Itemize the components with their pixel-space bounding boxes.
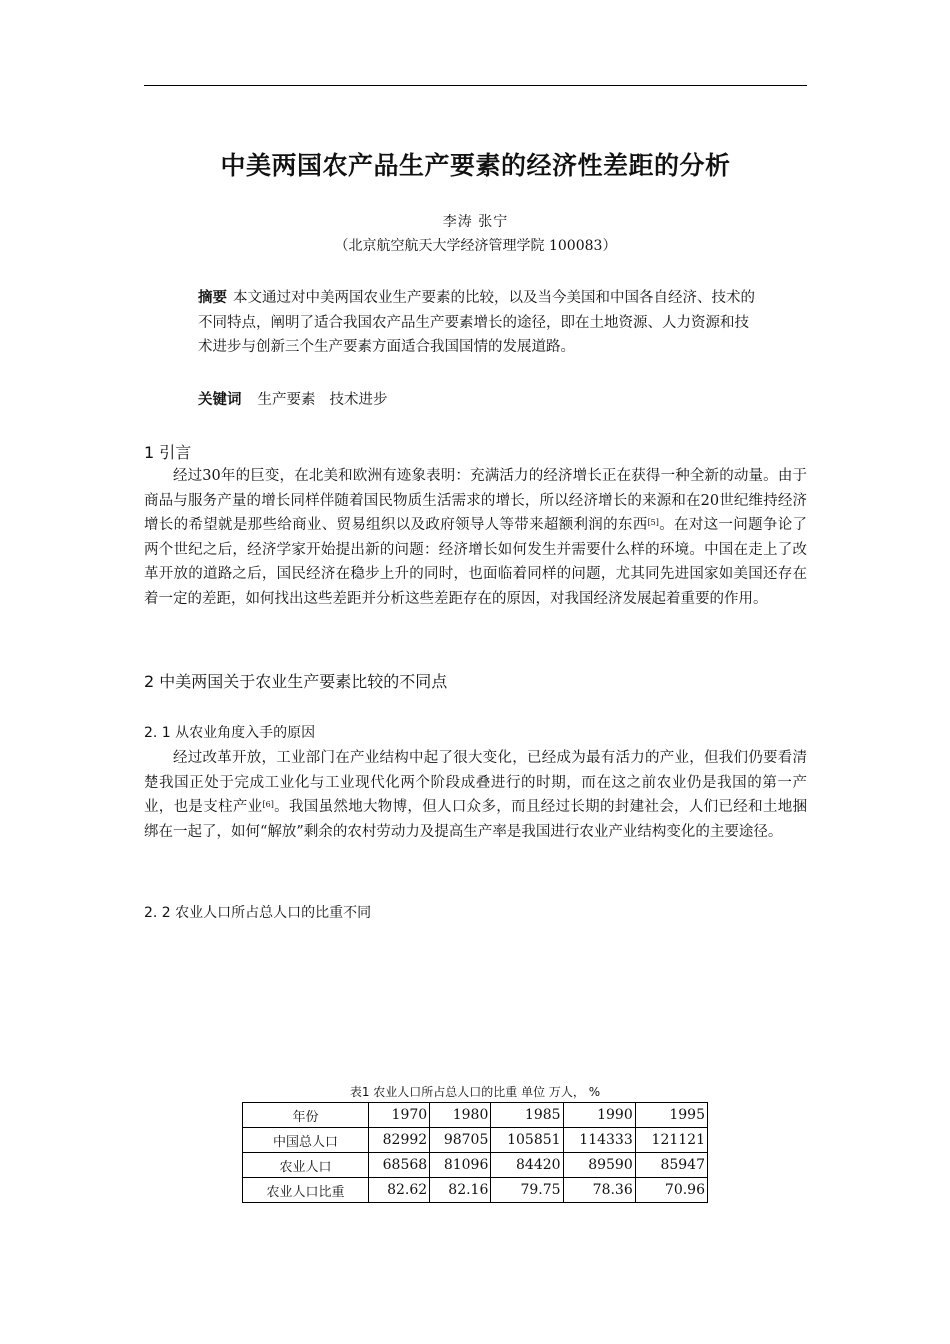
table-cell: 121121	[635, 1128, 707, 1153]
table-cell: 68568	[369, 1153, 430, 1178]
table-cell: 78.36	[563, 1178, 635, 1203]
table-cell: 1990	[563, 1103, 635, 1128]
abstract	[198, 286, 758, 360]
keyword-item: 技术进步	[329, 392, 388, 408]
subsection-2-2-heading: 2. 2 农业人口所占总人口的比重不同	[144, 905, 372, 921]
keywords-label: 关键词	[198, 392, 242, 408]
paragraph-text: 经过30年的巨变，在北美和欧洲有迹象表明：充满活力的经济增长正在获得一种全新的动量。由于商品与服务产量的增长同样伴随着国民物质生活需求的增长，所以经济增长的来源和在20世纪维持经济增长的希望就是那些给商业、贸易组织以及政府领导人等带来超额利润的东西	[144, 468, 807, 533]
paragraph-text: 经过改革开放，工业部门在产业结构中起了很大变化，已经成为最有活力的产业，但我们仍要看清楚我国正处于完成工业化与工业现代化两个阶段成叠进行的时期，而在这之前农业仍是我国的第一产业，也是支柱产业	[144, 750, 807, 815]
table-cell: 1995	[635, 1103, 707, 1128]
table-cell: 85947	[635, 1153, 707, 1178]
section-1-heading: 1 引言	[144, 443, 192, 462]
abstract-text: 本文通过对中美两国农业生产要素的比较，以及当今美国和中国各自经济、技术的不同特点，阐明了适合我国农产品生产要素增长的途径，即在土地资源、人力资源和技术进步与创新三个生产要素方面适合我国国情的发展道路。	[198, 290, 755, 355]
table-header-row	[243, 1103, 708, 1128]
table-cell: 82.16	[430, 1178, 491, 1203]
table-cell: 农业人口	[243, 1153, 369, 1178]
table-row	[243, 1128, 708, 1153]
citation-ref: [5]	[647, 518, 659, 527]
table-cell: 89590	[563, 1153, 635, 1178]
table-row	[243, 1153, 708, 1178]
table-cell: 70.96	[635, 1178, 707, 1203]
table-cell: 82992	[369, 1128, 430, 1153]
table-cell: 1980	[430, 1103, 491, 1128]
table-cell: 79.75	[491, 1178, 563, 1203]
abstract-label: 摘要	[198, 290, 227, 306]
table-caption: 表1 农业人口所占总人口的比重 单位 万人， %	[349, 1085, 601, 1099]
table-cell: 114333	[563, 1128, 635, 1153]
table-cell: 1970	[369, 1103, 430, 1128]
table-cell: 82.62	[369, 1178, 430, 1203]
table-cell: 105851	[491, 1128, 563, 1153]
paragraph-text: 。在对这一问题争论了两个世纪之后，经济学家开始提出新的问题：经济增长如何发生并需要什么样的环境。中国在走上了改革开放的道路之后，国民经济在稳步上升的同时，也面临着同样的问题，尤其同先进国家如美国还存在着一定的差距，如何找出这些差距并分析这些差距存在的原因，对我国经济发展起着重要的作用。	[144, 517, 808, 607]
paragraph-text: 。我国虽然地大物博，但人口众多，而且经过长期的封建社会，人们已经和土地捆绑在一起了，如何“解放”剩余的农村劳动力及提高生产率是我国进行农业产业结构变化的主要途径。	[144, 799, 807, 840]
subsection-2-1-paragraph	[144, 746, 807, 844]
table-cell: 98705	[430, 1128, 491, 1153]
top-rule	[144, 85, 807, 86]
table-cell: 中国总人口	[243, 1128, 369, 1153]
table-cell: 84420	[491, 1153, 563, 1178]
table-cell: 81096	[430, 1153, 491, 1178]
authors: 李涛 张宁	[442, 214, 509, 230]
section-2-heading: 2 中美两国关于农业生产要素比较的不同点	[144, 672, 448, 691]
paper-title: 中美两国农产品生产要素的经济性差距的分析	[220, 151, 731, 180]
subsection-2-1-heading: 2. 1 从农业角度入手的原因	[144, 725, 316, 741]
keywords	[198, 388, 402, 409]
table-row	[243, 1178, 708, 1203]
citation-ref: [6]	[262, 800, 274, 809]
section-1-paragraph	[144, 464, 807, 611]
population-table	[242, 1102, 708, 1203]
affiliation: （北京航空航天大学经济管理学院 100083）	[334, 238, 617, 254]
table-cell: 农业人口比重	[243, 1178, 369, 1203]
table-cell: 1985	[491, 1103, 563, 1128]
keyword-item: 生产要素	[257, 392, 316, 408]
table-cell: 年份	[243, 1103, 369, 1128]
